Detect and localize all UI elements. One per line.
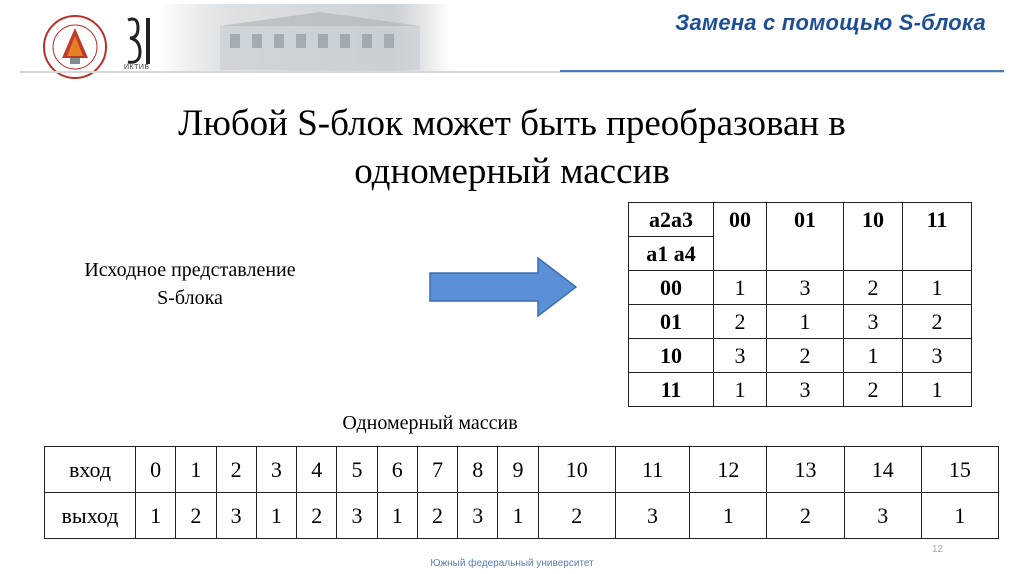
- array-input-cell: 9: [498, 447, 538, 493]
- sbox-cell: 2: [767, 339, 844, 373]
- sbox-cell: 1: [903, 271, 972, 305]
- sbox-cell: 3: [844, 305, 903, 339]
- sbox-cell: 1: [714, 271, 767, 305]
- array-input-cell: 15: [921, 447, 998, 493]
- array-input-cell: 14: [844, 447, 921, 493]
- sbox-row-header: 11: [629, 373, 714, 407]
- array-input-cell: 1: [176, 447, 216, 493]
- array-output-row: [45, 493, 999, 539]
- sbox-row: [629, 271, 972, 305]
- sbox-col-header: 11: [903, 203, 972, 271]
- array-output-cell: 2: [176, 493, 216, 539]
- sbox-caption-line2: S-блока: [157, 287, 223, 309]
- array-output-cell: 3: [844, 493, 921, 539]
- array-output-cell: 1: [256, 493, 296, 539]
- footer-text: Южный федеральный университет: [430, 558, 594, 569]
- array-output-cell: 1: [921, 493, 998, 539]
- array-input-cell: 3: [256, 447, 296, 493]
- sbox-row: [629, 373, 972, 407]
- array-input-cell: 13: [767, 447, 844, 493]
- sbox-col-header: 00: [714, 203, 767, 271]
- array-output-cell: 1: [690, 493, 767, 539]
- slide-header: [0, 0, 1024, 80]
- sbox-corner-bottom: a1 a4: [629, 237, 714, 271]
- array-input-cell: 7: [417, 447, 457, 493]
- sbox-cell: 3: [903, 339, 972, 373]
- array-output-cell: 2: [538, 493, 615, 539]
- sbox-row: [629, 339, 972, 373]
- institute-logo-text: ИКТИБ: [124, 64, 150, 71]
- sbox-cell: 3: [767, 271, 844, 305]
- sbox-cell: 1: [844, 339, 903, 373]
- sbox-row-header: 10: [629, 339, 714, 373]
- array-input-cell: 0: [136, 447, 176, 493]
- array-output-cell: 2: [417, 493, 457, 539]
- slide-title-line1: Любой S-блок может быть преобразован в: [178, 103, 846, 144]
- sbox-col-header: 10: [844, 203, 903, 271]
- right-arrow-icon: [428, 256, 578, 318]
- sbox-cell: 3: [714, 339, 767, 373]
- sbox-col-header: 01: [767, 203, 844, 271]
- sbox-caption: [60, 256, 320, 312]
- sbox-cell: 3: [767, 373, 844, 407]
- array-input-row: [45, 447, 999, 493]
- sbox-row-header: 00: [629, 271, 714, 305]
- sbox-cell: 2: [844, 373, 903, 407]
- sbox-row: [629, 305, 972, 339]
- sbox-header-row: [629, 203, 972, 237]
- array-input-cell: 6: [377, 447, 417, 493]
- array-output-cell: 2: [297, 493, 337, 539]
- university-building-image: [160, 4, 450, 72]
- array-output-cell: 3: [337, 493, 377, 539]
- array-output-cell: 1: [136, 493, 176, 539]
- slide-title: [80, 100, 944, 196]
- header-title: Замена с помощью S-блока: [675, 10, 986, 35]
- array-input-cell: 12: [690, 447, 767, 493]
- array-input-label: вход: [45, 447, 136, 493]
- sbox-cell: 2: [844, 271, 903, 305]
- sbox-cell: 2: [903, 305, 972, 339]
- array-input-cell: 2: [216, 447, 256, 493]
- sbox-cell: 1: [714, 373, 767, 407]
- sbox-caption-line1: Исходное представление: [84, 259, 296, 281]
- array-input-cell: 5: [337, 447, 377, 493]
- slide-title-line2: одномерный массив: [354, 151, 670, 192]
- sbox-cell: 2: [714, 305, 767, 339]
- array-output-cell: 1: [498, 493, 538, 539]
- array-input-cell: 10: [538, 447, 615, 493]
- sbox-cell: 1: [903, 373, 972, 407]
- sbox-row-header: 01: [629, 305, 714, 339]
- array-output-cell: 1: [377, 493, 417, 539]
- array-input-cell: 8: [458, 447, 498, 493]
- array-output-cell: 3: [615, 493, 689, 539]
- array-input-cell: 4: [297, 447, 337, 493]
- array-input-cell: 11: [615, 447, 689, 493]
- sbox-table: [628, 202, 972, 407]
- array-output-cell: 3: [458, 493, 498, 539]
- array-output-cell: 2: [767, 493, 844, 539]
- sbox-corner-top: a2a3: [629, 203, 714, 237]
- sbox-cell: 1: [767, 305, 844, 339]
- page-number: 12: [932, 544, 944, 555]
- header-divider-accent: [560, 70, 1004, 72]
- array-label: Одномерный массив: [342, 412, 518, 434]
- one-dimensional-array-table: [44, 446, 999, 539]
- array-output-label: выход: [45, 493, 136, 539]
- array-output-cell: 3: [216, 493, 256, 539]
